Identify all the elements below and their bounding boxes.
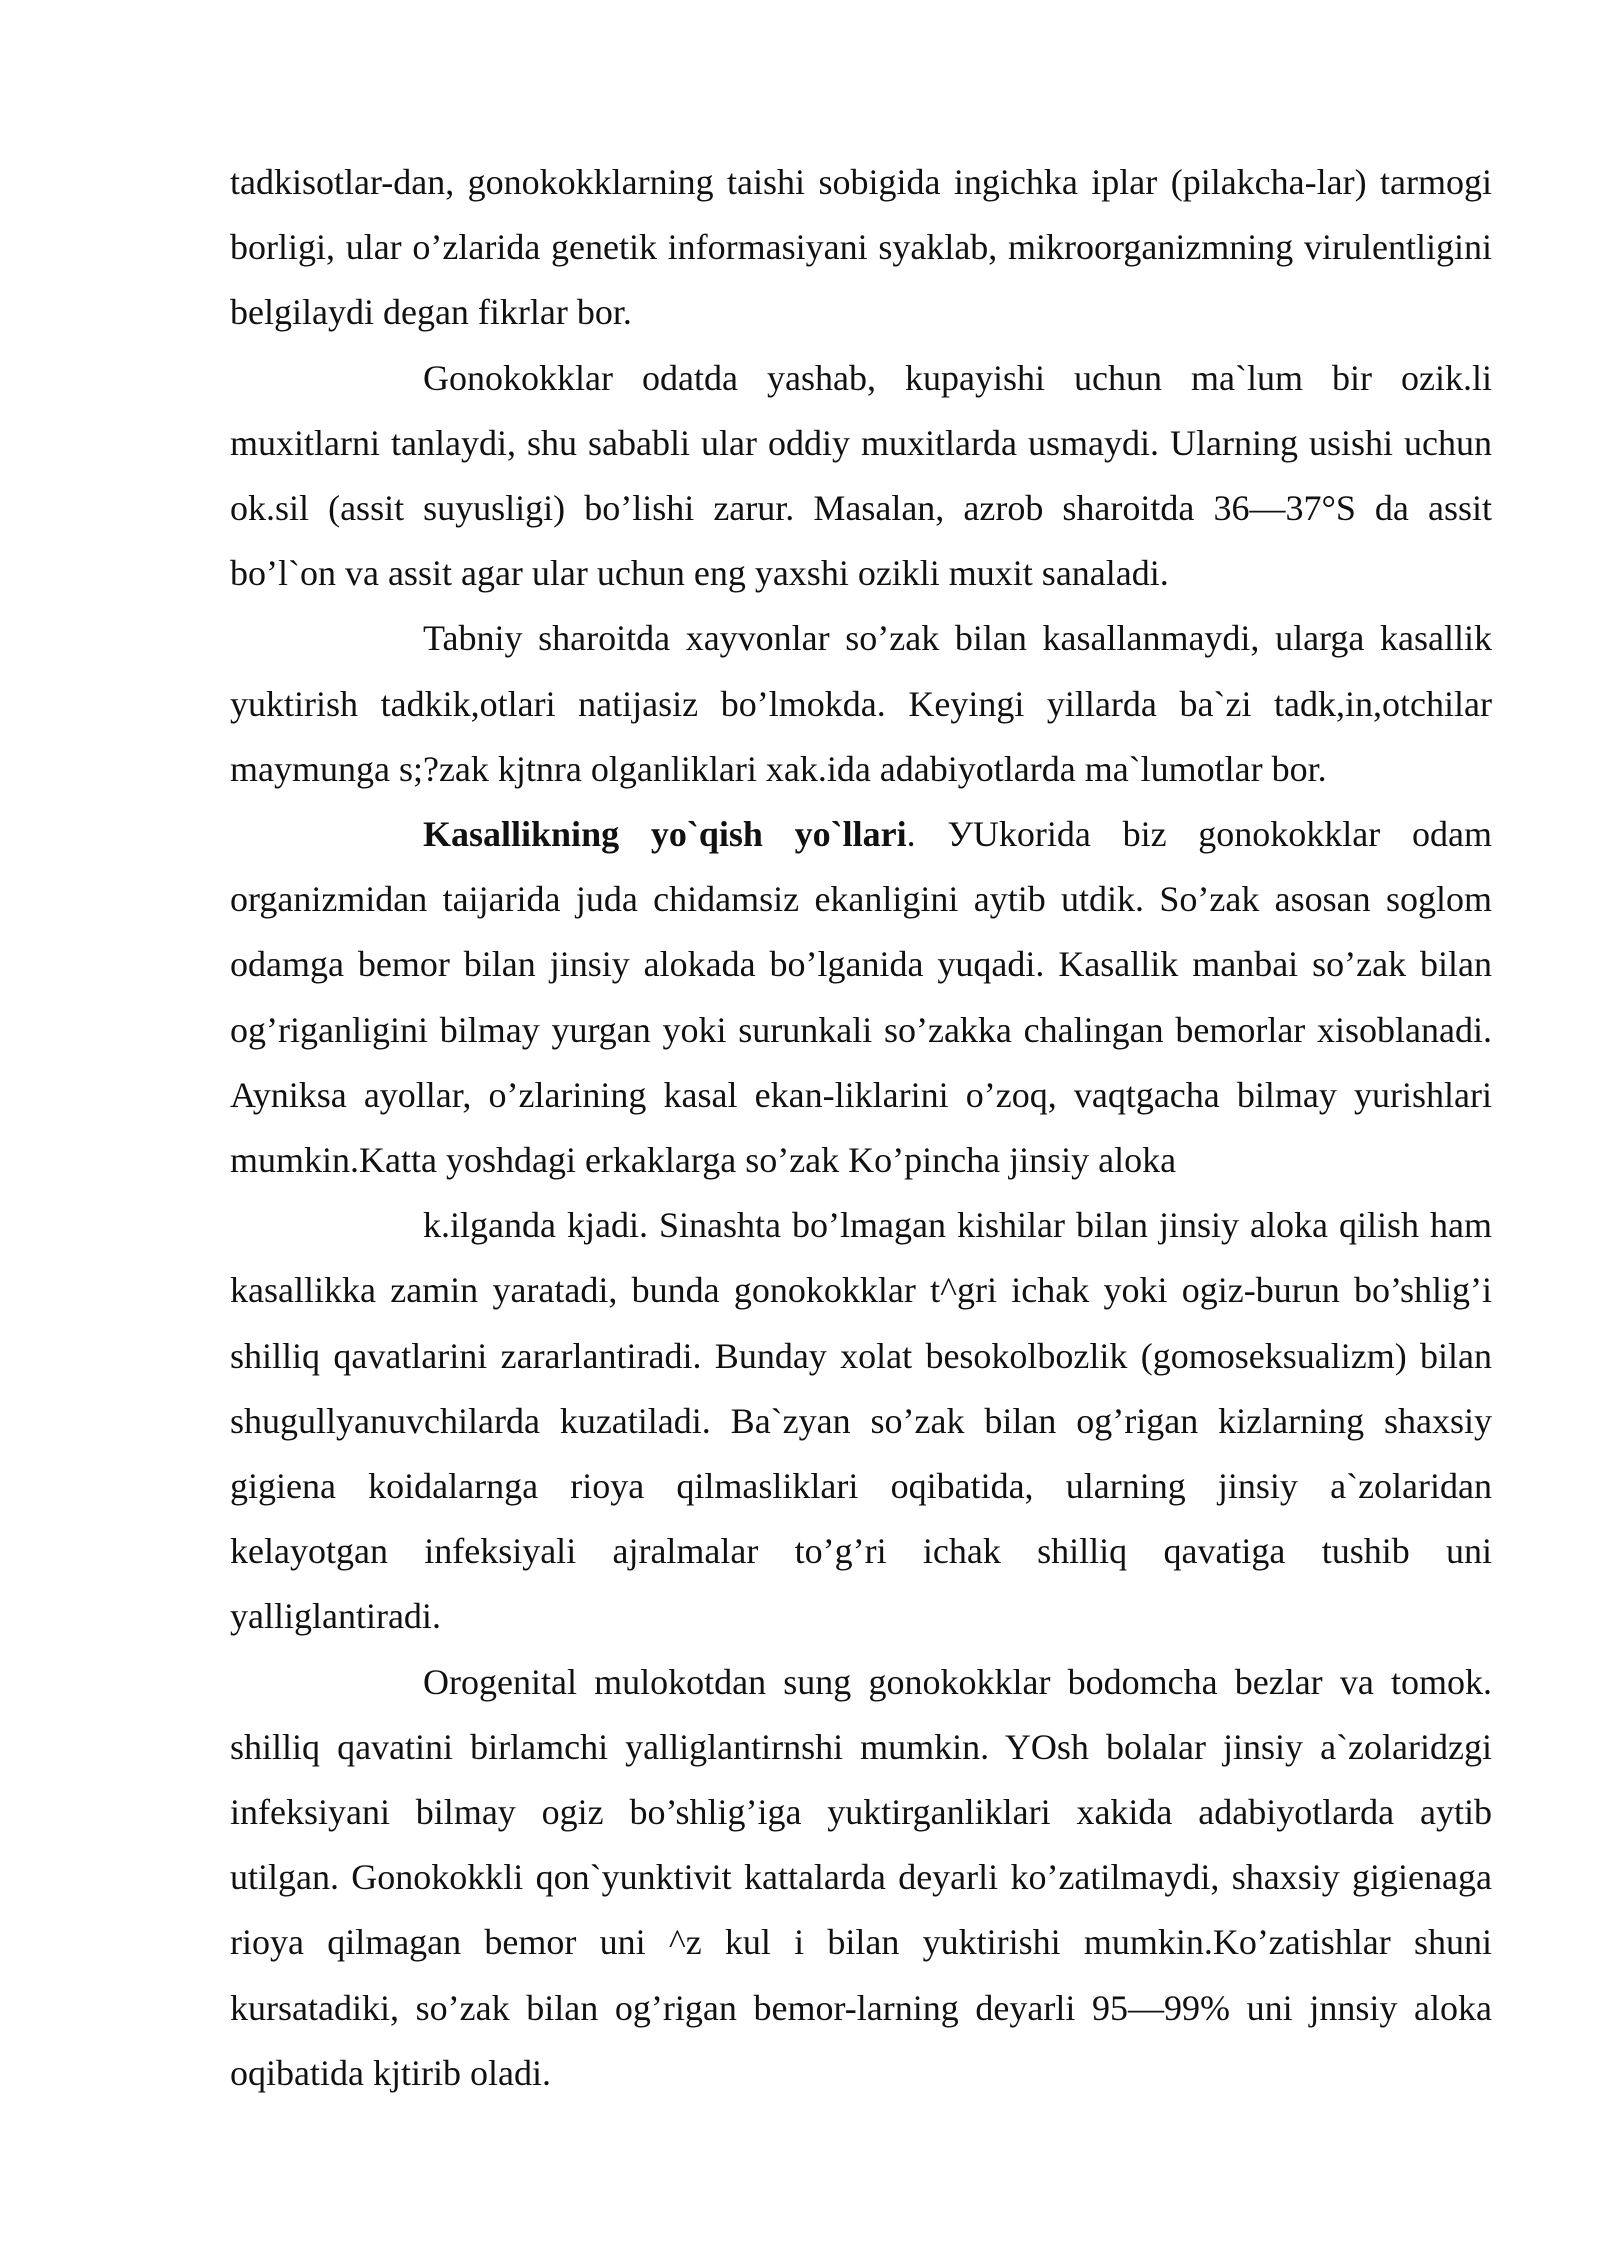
paragraph-6 (230, 1650, 1492, 2106)
paragraph-text: Orogenital mulokotdan sung gonokokklar bodomcha bezlar va tomok. shilliq qavatini birlamchi yalliglantirnshi mumkin. YOsh bolalar jinsiy a`zolaridzgi infeksiyani bilmay ogiz bo’shlig’iga yuktirganliklari xakida adabiyotlarda aytib utilgan. Gonokokkli qon`yunktivit kattalarda deyarli ko’zatilmaydi, shaxsiy gigienaga rioya qilmagan bemor uni ^z kul i bilan yuktirishi mumkin.Ko’zatishlar shuni kursatadiki, so’zak bilan og’rigan bemor-larning deyarli 95—99% uni jnnsiy aloka oqibatida kjtirib oladi. (230, 1661, 1492, 2093)
paragraph-text: Tabniy sharoitda xayvonlar so’zak bilan kasallanmaydi, ularga kasallik yuktirish tadkik,otlari natijasiz bo’lmokda. Keyingi yillarda ba`zi tadk,in,otchilar maymunga s;?zak kjtnra olganliklari xak.ida adabiyotlarda ma`lumotlar bor. (230, 618, 1492, 789)
paragraph-3 (230, 606, 1492, 802)
document-page (230, 150, 1492, 2106)
paragraph-text: tadkisotlar-dan, gonokokklarning taishi sobigida ingichka iplar (pilakcha-lar) tarmogi borligi, ular o’zlarida genetik informasiyani syaklab, mikroorganizmning virulentligini belgilaydi degan fikrlar bor. (230, 162, 1492, 333)
paragraph-text: . УUkorida biz gonokokklar odam organizmidan taijarida juda chidamsiz ekanligini aytib utdik. So’zak asosan soglom odamga bemor bilan jinsiy alokada bo’lganida yuqadi. Kasallik manbai so’zak bilan og’riganligini bilmay yurgan yoki surunkali so’zakka chalingan bemorlar xisoblanadi. Ayniksa ayollar, o’zlarining kasal ekan-liklarini o’zoq, vaqtgacha bilmay yurishlari mumkin.Katta yoshdagi erkaklarga so’zak Ko’pincha jinsiy aloka (230, 814, 1492, 1181)
paragraph-text: Gonokokklar odatda yashab, kupayishi uchun ma`lum bir ozik.li muxitlarni tanlaydi, shu sababli ular oddiy muxitlarda usmaydi. Ularning usishi uchun ok.sil (assit suyusligi) bo’lishi zarur. Masalan, azrob sharoitda 36—37°S da assit bo’l`on va assit agar ular uchun eng yaxshi ozikli muxit sanaladi. (230, 357, 1492, 594)
paragraph-2 (230, 346, 1492, 607)
paragraph-text: k.ilganda kjadi. Sinashta bo’lmagan kishilar bilan jinsiy aloka qilish ham kasallikka zamin yaratadi, bunda gonokokklar t^gri ichak yoki ogiz-burun bo’shlig’i shilliq qavatlarini zararlantiradi. Bunday xolat besokolbozlik (gomoseksualizm) bilan shugullyanuvchilarda kuzatiladi. Ba`zyan so’zak bilan og’rigan kizlarning shaxsiy gigiena koidalarnga rioya qilmasliklari oqibatida, ularning jinsiy a`zolaridan kelayotgan infeksiyali ajralmalar to’g’ri ichak shilliq qavatiga tushib uni yalliglantiradi. (230, 1205, 1492, 1637)
paragraph-4 (230, 802, 1492, 1193)
paragraph-5 (230, 1193, 1492, 1649)
paragraph-1 (230, 150, 1492, 346)
section-heading: Kasallikning yo`qish yo`llari (423, 814, 907, 855)
